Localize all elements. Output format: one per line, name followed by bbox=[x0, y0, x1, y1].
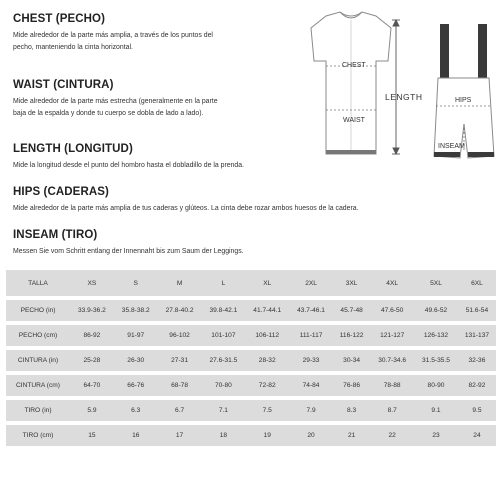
table-cell: 47.6-50 bbox=[370, 300, 414, 321]
table-cell: 39.8-42.1 bbox=[201, 300, 245, 321]
table-cell: 121-127 bbox=[370, 325, 414, 346]
table-cell: 15 bbox=[70, 425, 114, 446]
table-cell: 106-112 bbox=[245, 325, 289, 346]
table-cell: 27-31 bbox=[158, 350, 202, 371]
row-label-cell: TIRO (cm) bbox=[6, 425, 70, 446]
row-label-cell: CINTURA (cm) bbox=[6, 375, 70, 396]
table-cell: 86-92 bbox=[70, 325, 114, 346]
table-cell: 80-90 bbox=[414, 375, 458, 396]
section-hips bbox=[13, 186, 493, 215]
table-cell: 7.1 bbox=[201, 400, 245, 421]
table-cell: 30.7-34.6 bbox=[370, 350, 414, 371]
table-cell: 76-86 bbox=[333, 375, 370, 396]
table-cell: 66-76 bbox=[114, 375, 158, 396]
label-hips: HIPS bbox=[455, 97, 472, 104]
section-title: CHEST (PECHO) bbox=[13, 13, 106, 25]
table-cell: 116-122 bbox=[333, 325, 370, 346]
table-cell: 16 bbox=[114, 425, 158, 446]
size-chart-table bbox=[6, 266, 496, 450]
table-cell: 26-30 bbox=[114, 350, 158, 371]
table-cell: 43.7-46.1 bbox=[289, 300, 333, 321]
table-cell: 27.6-31.5 bbox=[201, 350, 245, 371]
size-header-cell: XL bbox=[245, 270, 289, 296]
table-cell: 17 bbox=[158, 425, 202, 446]
table-cell: 9.1 bbox=[414, 400, 458, 421]
size-header-cell: M bbox=[158, 270, 202, 296]
row-label-cell: TIRO (in) bbox=[6, 400, 70, 421]
table-cell: 23 bbox=[414, 425, 458, 446]
desc-line: baja de la espalda y donde tu cuerpo se dobla de lado a lado). bbox=[13, 110, 204, 117]
size-header-cell: L bbox=[201, 270, 245, 296]
table-cell: 21 bbox=[333, 425, 370, 446]
header-label-cell: TALLA bbox=[6, 270, 70, 296]
table-row bbox=[6, 350, 496, 371]
label-inseam: INSEAM bbox=[438, 143, 465, 150]
table-cell: 35.8-38.2 bbox=[114, 300, 158, 321]
label-length: LENGTH bbox=[385, 92, 423, 102]
table-cell: 51.6-54 bbox=[458, 300, 496, 321]
table-cell: 32-36 bbox=[458, 350, 496, 371]
row-label-cell: PECHO (in) bbox=[6, 300, 70, 321]
section-chest bbox=[13, 13, 283, 54]
table-header-row bbox=[6, 270, 496, 296]
desc-line: Messen Sie vom Schritt entlang der Innennaht bis zum Saum der Leggings. bbox=[13, 248, 244, 255]
size-header-cell: S bbox=[114, 270, 158, 296]
table-cell: 111-117 bbox=[289, 325, 333, 346]
desc-line: Mide alrededor de la parte más amplia de tus caderas y glúteos. La cinta debe rozar ambos huesos de la cadera. bbox=[13, 205, 359, 212]
table-cell: 9.5 bbox=[458, 400, 496, 421]
measurement-figure bbox=[288, 6, 500, 166]
table-row bbox=[6, 375, 496, 396]
size-header-cell: 6XL bbox=[458, 270, 496, 296]
jersey-illustration bbox=[311, 12, 391, 154]
desc-line: Mide alrededor de la parte más amplia, a través de los puntos del bbox=[13, 32, 213, 39]
table-cell: 29-33 bbox=[289, 350, 333, 371]
size-header-cell: 2XL bbox=[289, 270, 333, 296]
section-waist bbox=[13, 79, 283, 120]
table-cell: 6.7 bbox=[158, 400, 202, 421]
size-header-cell: 4XL bbox=[370, 270, 414, 296]
section-title: LENGTH (LONGITUD) bbox=[13, 143, 133, 155]
table-cell: 22 bbox=[370, 425, 414, 446]
table-cell: 25-28 bbox=[70, 350, 114, 371]
garment-illustration bbox=[288, 6, 500, 166]
table-cell: 64-70 bbox=[70, 375, 114, 396]
table-cell: 19 bbox=[245, 425, 289, 446]
size-header-cell: XS bbox=[70, 270, 114, 296]
section-title: INSEAM (TIRO) bbox=[13, 229, 98, 241]
size-header-cell: 3XL bbox=[333, 270, 370, 296]
table-cell: 72-82 bbox=[245, 375, 289, 396]
section-desc bbox=[13, 203, 493, 215]
desc-line: Mide alrededor de la parte más estrecha (generalmente en la parte bbox=[13, 98, 218, 105]
table-cell: 33.9-36.2 bbox=[70, 300, 114, 321]
section-title: WAIST (CINTURA) bbox=[13, 79, 114, 91]
section-inseam bbox=[13, 229, 493, 258]
table-cell: 28-32 bbox=[245, 350, 289, 371]
table-cell: 24 bbox=[458, 425, 496, 446]
table-cell: 7.5 bbox=[245, 400, 289, 421]
section-desc bbox=[13, 246, 493, 258]
size-header-cell: 5XL bbox=[414, 270, 458, 296]
table-cell: 126-132 bbox=[414, 325, 458, 346]
desc-line: Mide la longitud desde el punto del hombro hasta el dobladillo de la prenda. bbox=[13, 162, 244, 169]
table-row bbox=[6, 400, 496, 421]
table-cell: 5.9 bbox=[70, 400, 114, 421]
section-desc bbox=[13, 96, 283, 120]
desc-line: pecho, manteniendo la cinta horizontal. bbox=[13, 44, 133, 51]
bib-shorts-illustration bbox=[434, 24, 494, 158]
row-label-cell: CINTURA (in) bbox=[6, 350, 70, 371]
table-row bbox=[6, 300, 496, 321]
table-cell: 82-92 bbox=[458, 375, 496, 396]
table-row bbox=[6, 425, 496, 446]
table-cell: 101-107 bbox=[201, 325, 245, 346]
table-cell: 74-84 bbox=[289, 375, 333, 396]
table-row bbox=[6, 325, 496, 346]
table-cell: 30-34 bbox=[333, 350, 370, 371]
table-cell: 96-102 bbox=[158, 325, 202, 346]
table-cell: 68-78 bbox=[158, 375, 202, 396]
jersey-hem bbox=[326, 150, 376, 154]
section-desc bbox=[13, 30, 283, 54]
table-cell: 78-88 bbox=[370, 375, 414, 396]
length-arrow bbox=[392, 20, 400, 154]
table-cell: 41.7-44.1 bbox=[245, 300, 289, 321]
row-label-cell: PECHO (cm) bbox=[6, 325, 70, 346]
table-cell: 31.5-35.5 bbox=[414, 350, 458, 371]
table-cell: 131-137 bbox=[458, 325, 496, 346]
label-waist: WAIST bbox=[343, 117, 365, 124]
table-cell: 27.8-40.2 bbox=[158, 300, 202, 321]
table-cell: 20 bbox=[289, 425, 333, 446]
table-cell: 8.7 bbox=[370, 400, 414, 421]
table-cell: 45.7-48 bbox=[333, 300, 370, 321]
label-chest: CHEST bbox=[342, 62, 366, 69]
table-cell: 7.9 bbox=[289, 400, 333, 421]
table-cell: 49.6-52 bbox=[414, 300, 458, 321]
table-cell: 8.3 bbox=[333, 400, 370, 421]
table-cell: 91-97 bbox=[114, 325, 158, 346]
section-title: HIPS (CADERAS) bbox=[13, 186, 109, 198]
table-cell: 18 bbox=[201, 425, 245, 446]
table-cell: 6.3 bbox=[114, 400, 158, 421]
table-cell: 70-80 bbox=[201, 375, 245, 396]
